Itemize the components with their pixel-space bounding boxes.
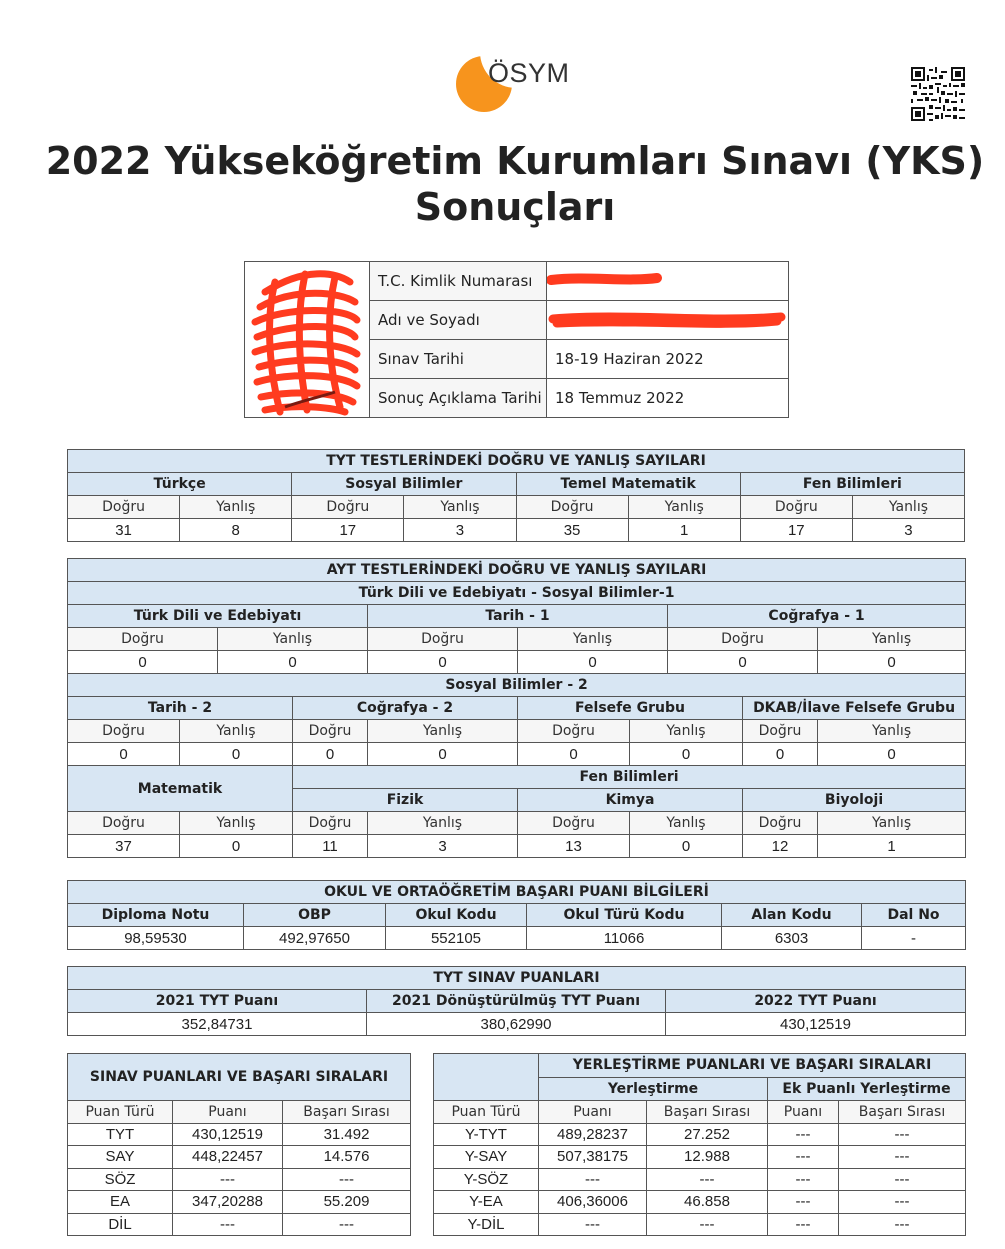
dogru-value: 0: [668, 651, 818, 674]
col-header: Puanı: [539, 1101, 647, 1124]
dogru-label: Doğru: [668, 628, 818, 651]
yanlis-label: Yanlış: [180, 720, 293, 743]
dogru-label: Doğru: [293, 720, 368, 743]
info-value-name-redacted: [547, 301, 789, 340]
score-value: 406,36006: [539, 1191, 647, 1214]
subject-header: Kimya: [518, 789, 743, 812]
dogru-label: Doğru: [368, 628, 518, 651]
dogru-label: Doğru: [68, 812, 180, 835]
rank-value: 12.988: [647, 1146, 768, 1169]
yanlis-label: Yanlış: [852, 496, 964, 519]
dogru-label: Doğru: [518, 812, 630, 835]
obp-value: 492,97650: [244, 927, 386, 950]
dogru-value: 0: [368, 651, 518, 674]
yanlis-value: 0: [630, 835, 743, 858]
score-value: ---: [539, 1168, 647, 1191]
info-value-tc-redacted: [547, 262, 789, 301]
subject-header: Coğrafya - 1: [668, 605, 966, 628]
subject-header: Biyoloji: [743, 789, 966, 812]
school-info-table: [67, 880, 966, 950]
dogru-label: Doğru: [743, 812, 818, 835]
yanlis-label: Yanlış: [818, 720, 966, 743]
score-type: Y-SAY: [434, 1146, 539, 1169]
yanlis-label: Yanlış: [368, 812, 518, 835]
extra-rank-value: ---: [839, 1213, 966, 1236]
col-header: 2021 TYT Puanı: [68, 990, 367, 1013]
dogru-value: 0: [293, 743, 368, 766]
extra-rank-value: ---: [839, 1168, 966, 1191]
score-type: Y-SÖZ: [434, 1168, 539, 1191]
yanlis-label: Yanlış: [218, 628, 368, 651]
score-type: SÖZ: [68, 1168, 173, 1191]
yanlis-value: 0: [518, 651, 668, 674]
subject-header: Fen Bilimleri: [740, 473, 964, 496]
subject-header: DKAB/İlave Felsefe Grubu: [743, 697, 966, 720]
extra-score-value: ---: [768, 1123, 839, 1146]
dal-no-value: -: [862, 927, 966, 950]
score-type: Y-DİL: [434, 1213, 539, 1236]
placement-corner: [434, 1054, 539, 1101]
score-value: ---: [539, 1213, 647, 1236]
ayt-tests-table: [67, 558, 966, 858]
info-label-result-date: Sonuç Açıklama Tarihi: [370, 379, 547, 418]
score-type: DİL: [68, 1213, 173, 1236]
yanlis-label: Yanlış: [818, 812, 966, 835]
placement-sub1: Yerleştirme: [539, 1077, 768, 1101]
subject-header: Tarih - 2: [68, 697, 293, 720]
subject-header: Türkçe: [68, 473, 292, 496]
dogru-label: Doğru: [516, 496, 628, 519]
dogru-value: 31: [68, 519, 180, 542]
rank-value: ---: [647, 1213, 768, 1236]
score-value: ---: [173, 1168, 283, 1191]
okul-kodu-value: 552105: [386, 927, 527, 950]
col-header: Başarı Sırası: [839, 1101, 966, 1124]
dogru-label: Doğru: [68, 720, 180, 743]
dogru-label: Doğru: [740, 496, 852, 519]
subject-header: Türk Dili ve Edebiyatı: [68, 605, 368, 628]
score-type: Y-TYT: [434, 1123, 539, 1146]
info-label-tc: T.C. Kimlik Numarası: [370, 262, 547, 301]
okul-turu-kodu-value: 11066: [527, 927, 722, 950]
yanlis-value: 0: [630, 743, 743, 766]
yanlis-value: 1: [818, 835, 966, 858]
score-value: 489,28237: [539, 1123, 647, 1146]
extra-score-value: ---: [768, 1213, 839, 1236]
dogru-label: Doğru: [518, 720, 630, 743]
info-label-name: Adı ve Soyadı: [370, 301, 547, 340]
yanlis-value: 0: [218, 651, 368, 674]
info-label-exam-date: Sınav Tarihi: [370, 340, 547, 379]
yanlis-value: 0: [368, 743, 518, 766]
score-value: ---: [173, 1213, 283, 1236]
col-header: Okul Kodu: [386, 904, 527, 927]
title-line-1: 2022 Yükseköğretim Kurumları Sınavı (YKS): [45, 139, 985, 183]
yanlis-value: 3: [368, 835, 518, 858]
rank-value: ---: [647, 1168, 768, 1191]
yanlis-label: Yanlış: [180, 812, 293, 835]
yanlis-value: 3: [852, 519, 964, 542]
yanlis-value: 3: [404, 519, 516, 542]
dogru-label: Doğru: [292, 496, 404, 519]
yanlis-label: Yanlış: [818, 628, 966, 651]
rank-value: 46.858: [647, 1191, 768, 1214]
extra-score-value: ---: [768, 1191, 839, 1214]
rank-value: ---: [283, 1213, 411, 1236]
yanlis-value: 0: [180, 835, 293, 858]
yanlis-value: 8: [180, 519, 292, 542]
dogru-value: 12: [743, 835, 818, 858]
score-type: SAY: [68, 1146, 173, 1169]
yanlis-label: Yanlış: [180, 496, 292, 519]
candidate-photo-redacted: [245, 262, 370, 418]
placement-scores-table: [433, 1053, 966, 1236]
tyt-tests-title: TYT TESTLERİNDEKİ DOĞRU VE YANLIŞ SAYILARI: [68, 450, 965, 473]
dogru-value: 0: [68, 743, 180, 766]
candidate-info-table: [244, 261, 789, 418]
score-value: 347,20288: [173, 1191, 283, 1214]
dogru-value: 13: [518, 835, 630, 858]
col-header: Puanı: [768, 1101, 839, 1124]
dogru-value: 11: [293, 835, 368, 858]
subject-header: Fizik: [293, 789, 518, 812]
extra-rank-value: ---: [839, 1191, 966, 1214]
extra-rank-value: ---: [839, 1146, 966, 1169]
col-header: Başarı Sırası: [647, 1101, 768, 1124]
score-type: Y-EA: [434, 1191, 539, 1214]
col-header: Puan Türü: [434, 1101, 539, 1124]
alan-kodu-value: 6303: [722, 927, 862, 950]
dogru-label: Doğru: [743, 720, 818, 743]
logo-text: ÖSYM: [488, 58, 570, 88]
yanlis-label: Yanlış: [518, 628, 668, 651]
yanlis-label: Yanlış: [630, 812, 743, 835]
dogru-value: 17: [292, 519, 404, 542]
placement-sub2: Ek Puanlı Yerleştirme: [768, 1077, 966, 1101]
col-header: Puanı: [173, 1101, 283, 1124]
score-value: 380,62990: [367, 1013, 666, 1036]
fen-title: Fen Bilimleri: [293, 766, 966, 789]
rank-value: 55.209: [283, 1191, 411, 1214]
extra-rank-value: ---: [839, 1123, 966, 1146]
rank-value: 14.576: [283, 1146, 411, 1169]
placement-title: YERLEŞTİRME PUANLARI VE BAŞARI SIRALARI: [539, 1054, 966, 1078]
dogru-value: 37: [68, 835, 180, 858]
extra-score-value: ---: [768, 1168, 839, 1191]
yanlis-value: 1: [628, 519, 740, 542]
page-title: [0, 138, 1005, 230]
ayt-group1-title: Türk Dili ve Edebiyatı - Sosyal Bilimler-1: [68, 582, 966, 605]
dogru-label: Doğru: [68, 628, 218, 651]
score-value: 430,12519: [666, 1013, 966, 1036]
dogru-value: 35: [516, 519, 628, 542]
tyt-scores-table: [67, 966, 966, 1036]
qr-code-icon: [911, 67, 965, 121]
diploma-notu-value: 98,59530: [68, 927, 244, 950]
subject-header: Tarih - 1: [368, 605, 668, 628]
col-header: Alan Kodu: [722, 904, 862, 927]
col-header: Okul Türü Kodu: [527, 904, 722, 927]
dogru-value: 0: [743, 743, 818, 766]
ayt-group2-title: Sosyal Bilimler - 2: [68, 674, 966, 697]
col-header: Puan Türü: [68, 1101, 173, 1124]
dogru-label: Doğru: [68, 496, 180, 519]
yanlis-label: Yanlış: [628, 496, 740, 519]
exam-scores-table: [67, 1053, 411, 1236]
subject-header: Felsefe Grubu: [518, 697, 743, 720]
exam-scores-title: SINAV PUANLARI VE BAŞARI SIRALARI: [68, 1054, 411, 1101]
yanlis-label: Yanlış: [630, 720, 743, 743]
subject-header: Temel Matematik: [516, 473, 740, 496]
extra-score-value: ---: [768, 1146, 839, 1169]
rank-value: 31.492: [283, 1123, 411, 1146]
ayt-tests-title: AYT TESTLERİNDEKİ DOĞRU VE YANLIŞ SAYILARI: [68, 559, 966, 582]
rank-value: ---: [283, 1168, 411, 1191]
yanlis-label: Yanlış: [404, 496, 516, 519]
subject-header: Sosyal Bilimler: [292, 473, 516, 496]
dogru-label: Doğru: [293, 812, 368, 835]
score-value: 352,84731: [68, 1013, 367, 1036]
osym-logo: [456, 52, 576, 114]
tyt-tests-table: [67, 449, 965, 542]
score-type: EA: [68, 1191, 173, 1214]
col-header: 2021 Dönüştürülmüş TYT Puanı: [367, 990, 666, 1013]
school-info-title: OKUL VE ORTAÖĞRETİM BAŞARI PUANI BİLGİLERİ: [68, 881, 966, 904]
dogru-value: 0: [68, 651, 218, 674]
col-header: Başarı Sırası: [283, 1101, 411, 1124]
dogru-value: 0: [518, 743, 630, 766]
yanlis-value: 0: [818, 651, 966, 674]
col-header: Diploma Notu: [68, 904, 244, 927]
col-header: 2022 TYT Puanı: [666, 990, 966, 1013]
title-line-2: Sonuçları: [414, 185, 616, 229]
yanlis-value: 0: [818, 743, 966, 766]
info-value-exam-date: 18-19 Haziran 2022: [547, 340, 789, 379]
math-header: Matematik: [68, 766, 293, 812]
score-value: 507,38175: [539, 1146, 647, 1169]
subject-header: Coğrafya - 2: [293, 697, 518, 720]
col-header: Dal No: [862, 904, 966, 927]
rank-value: 27.252: [647, 1123, 768, 1146]
score-type: TYT: [68, 1123, 173, 1146]
dogru-value: 17: [740, 519, 852, 542]
col-header: OBP: [244, 904, 386, 927]
info-value-result-date: 18 Temmuz 2022: [547, 379, 789, 418]
tyt-scores-title: TYT SINAV PUANLARI: [68, 967, 966, 990]
yanlis-label: Yanlış: [368, 720, 518, 743]
score-value: 430,12519: [173, 1123, 283, 1146]
yanlis-value: 0: [180, 743, 293, 766]
score-value: 448,22457: [173, 1146, 283, 1169]
